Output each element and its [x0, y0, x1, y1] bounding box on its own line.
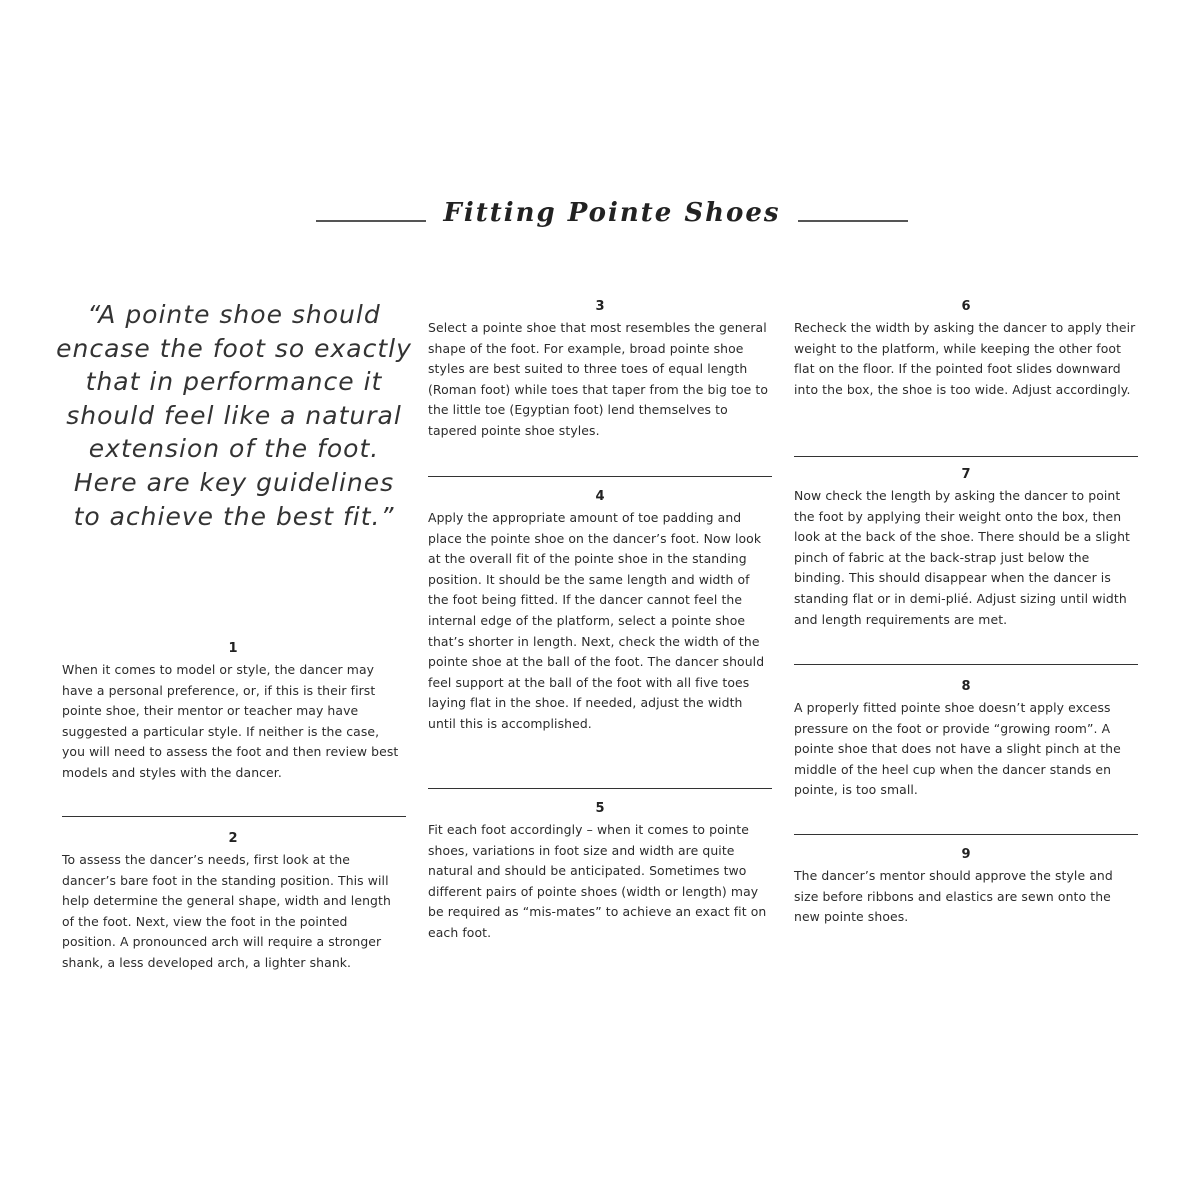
step-6 — [794, 298, 1138, 400]
step-1 — [62, 640, 404, 784]
step-4 — [428, 488, 772, 735]
step-7 — [794, 466, 1138, 630]
step-5 — [428, 800, 772, 944]
step-2 — [62, 830, 404, 974]
title-divider-right — [798, 220, 908, 222]
step-number: 8 — [961, 679, 971, 694]
step-number: 1 — [228, 641, 238, 656]
step-number: 3 — [595, 299, 605, 314]
step-number: 9 — [961, 847, 971, 862]
step-8 — [794, 678, 1138, 801]
step-text: Recheck the width by asking the dancer to apply their weight to the platform, while keeping the other foot flat on the floor. If the pointed foot slides downward into the box, the shoe is too wide. Adjust accordingly. — [794, 320, 1136, 397]
page-title: Fitting Pointe Shoes — [443, 198, 781, 228]
step-text: A properly fitted pointe shoe doesn’t apply excess pressure on the foot or provide “growing room”. A pointe shoe that does not have a slight pinch at the middle of the heel cup when the dancer stands en pointe, is too small. — [794, 700, 1121, 798]
step-number: 4 — [595, 489, 605, 504]
title-row — [0, 198, 1200, 242]
step-text: Fit each foot accordingly – when it comes to pointe shoes, variations in foot size and width are quite natural and should be anticipated. Sometimes two different pairs of pointe shoes (width or length) may be required as “mis-mates” to achieve an exact fit on each foot. — [428, 822, 767, 940]
step-3 — [428, 298, 772, 442]
step-text: Apply the appropriate amount of toe padding and place the pointe shoe on the dancer’s foot. Now look at the overall fit of the pointe shoe in the standing position. It should be the same length and width of the foot being fitted. If the dancer cannot feel the internal edge of the platform, select a pointe shoe that’s shorter in length. Next, check the width of the pointe shoe at the ball of the foot. The dancer should feel support at the ball of the foot with all five toes laying flat in the shoe. If needed, adjust the width until this is accomplished. — [428, 510, 765, 731]
step-text: To assess the dancer’s needs, first look at the dancer’s bare foot in the standing position. This will help determine the general shape, width and length of the foot. Next, view the foot in the pointed position. A pronounced arch will require a stronger shank, a less developed arch, a lighter shank. — [62, 852, 391, 970]
step-9 — [794, 846, 1138, 928]
step-text: When it comes to model or style, the dancer may have a personal preference, or, if this is their first pointe shoe, their mentor or teacher may have suggested a particular style. If neither is the case, you will need to assess the foot and then review best models and styles with the dancer. — [62, 662, 399, 780]
step-divider — [428, 788, 772, 789]
step-number: 5 — [595, 801, 605, 816]
step-text: Now check the length by asking the dancer to point the foot by applying their weight onto the box, then look at the back of the shoe. There should be a slight pinch of fabric at the back-strap just below the binding. This should disappear when the dancer is standing flat or in demi-plié. Adjust sizing until width and length requirements are met. — [794, 488, 1131, 627]
step-divider — [794, 456, 1138, 457]
step-number: 7 — [961, 467, 971, 482]
step-number: 6 — [961, 299, 971, 314]
title-divider-left — [316, 220, 426, 222]
intro-quote: “A pointe shoe should encase the foot so exactly that in performance it should feel like a natural extension of the foot. Here are key guidelines to achieve the best fit.” — [56, 300, 412, 531]
step-divider — [794, 664, 1138, 665]
step-text: Select a pointe shoe that most resembles the general shape of the foot. For example, broad pointe shoe styles are best suited to three toes of equal length (Roman foot) while toes that taper from the big toe to the little toe (Egyptian foot) lend themselves to tapered pointe shoe styles. — [428, 320, 769, 438]
step-divider — [794, 834, 1138, 835]
step-divider — [428, 476, 772, 477]
step-number: 2 — [228, 831, 238, 846]
step-divider — [62, 816, 406, 817]
step-text: The dancer’s mentor should approve the style and size before ribbons and elastics are sewn onto the new pointe shoes. — [794, 868, 1113, 925]
